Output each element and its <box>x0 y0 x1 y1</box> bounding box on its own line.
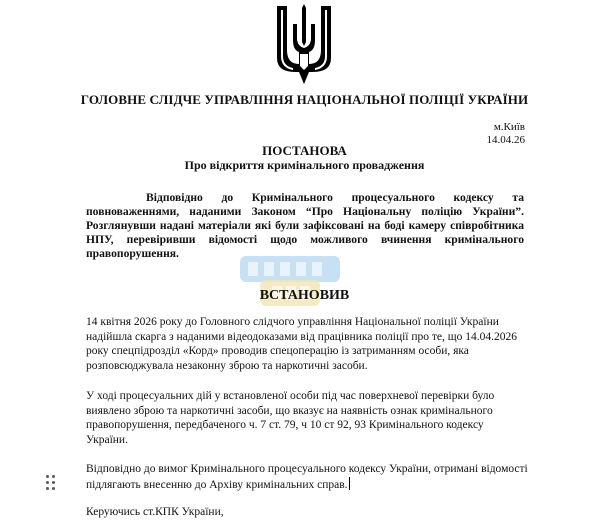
text-cursor <box>349 477 350 490</box>
body-paragraph-complaint[interactable]: 14 квітня 2026 року до Головного слідчого управління Національної поліції України надійшла скарга з наданими відеодоказами від працівника поліції про те, що 14.04.2026 року спецпідрозділ «Корд» проводив спецоперацію із затриманням особи, яка розповсюджувала незаконну зброю та наркотичні засоби. <box>86 316 518 372</box>
document-city: м.Київ <box>493 121 525 133</box>
body-paragraph-archive-text: Відповідно до вимог Кримінального процесуального кодексу України, отримані відомості підлягають внесенню до Архіву кримінальних справ. <box>86 463 528 491</box>
document-date: 14.04.26 <box>486 134 525 146</box>
body-paragraph-archive[interactable] <box>86 462 528 492</box>
body-paragraph-legal-basis[interactable]: Керуючись ст.КПК України, <box>86 506 224 518</box>
preamble-paragraph[interactable]: Відповідно до Кримінального процесуального кодексу та повноваженнями, наданими Законом “Про Національну поліцію України”. Розглянувши надані матеріали які були зафіксовані на боді камеру співробітника НПУ, перевіривши відомості щодо можливого вчинення кримінального правопорушення. <box>86 191 524 260</box>
agency-name: ГОЛОВНЕ СЛІДЧЕ УПРАВЛІННЯ НАЦІОНАЛЬНОЇ ПОЛІЦІЇ УКРАЇНИ <box>80 92 529 107</box>
ukraine-trident-emblem <box>273 2 335 86</box>
drag-handle-icon[interactable] <box>45 474 57 492</box>
body-paragraph-findings[interactable]: У ході процесуальних дій у встановленої особи під час поверхневої перевірки було виявлено зброю та наркотичні засоби, що вказує на наявність ознак кримінального правопорушення, передбаченого ч. 7 ст. 79, ч 10 ст 92, 93 Кримінального кодексу України. <box>86 390 495 446</box>
section-heading: ВСТАНОВИВ <box>259 288 350 303</box>
document-subject: Про відкриття кримінального провадження <box>184 158 425 172</box>
document-type: ПОСТАНОВА <box>262 143 347 158</box>
